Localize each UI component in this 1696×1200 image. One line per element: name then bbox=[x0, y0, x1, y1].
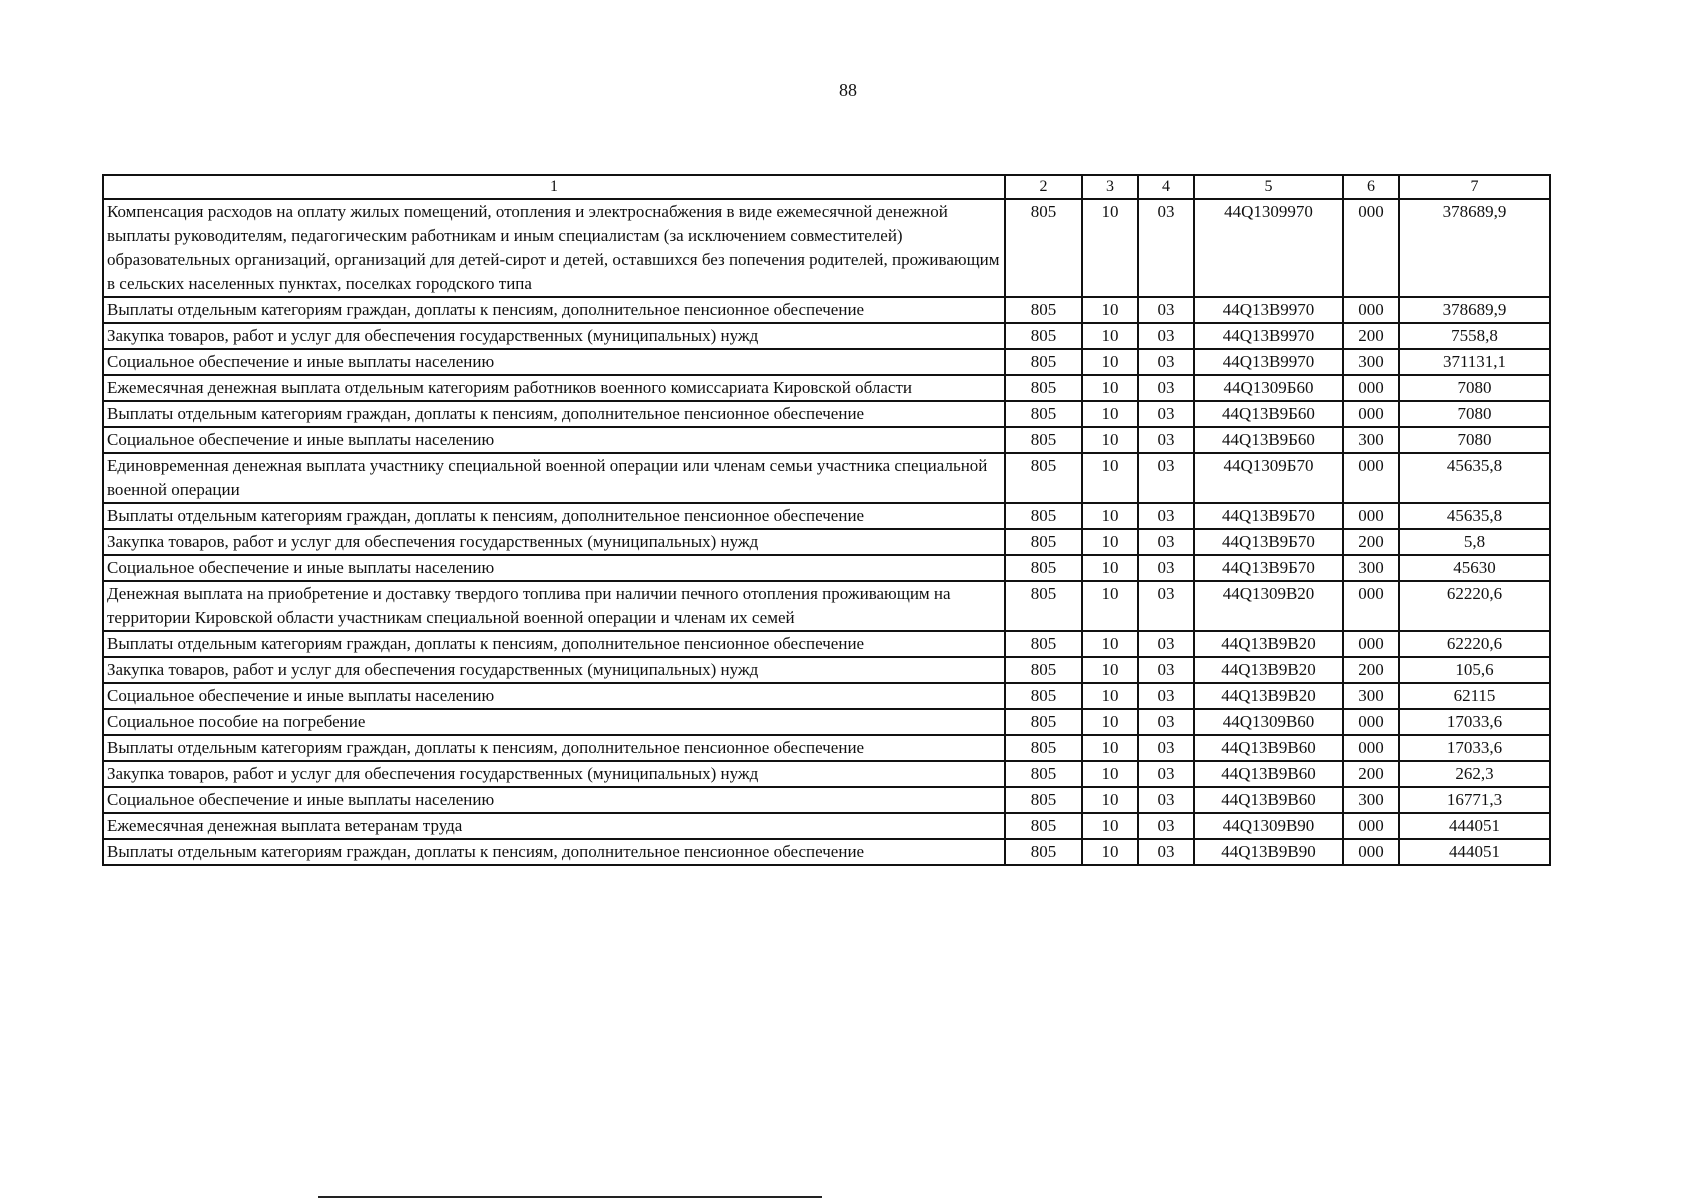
cell-col-7: 62115 bbox=[1399, 683, 1550, 709]
row-name-cell: Социальное обеспечение и иные выплаты населению bbox=[103, 787, 1005, 813]
table-row bbox=[103, 839, 1550, 865]
cell-col-6: 000 bbox=[1343, 709, 1399, 735]
cell-col-2: 805 bbox=[1005, 555, 1082, 581]
cell-col-2: 805 bbox=[1005, 297, 1082, 323]
cell-col-2: 805 bbox=[1005, 709, 1082, 735]
cell-col-7: 7080 bbox=[1399, 427, 1550, 453]
column-header-3: 3 bbox=[1082, 175, 1138, 199]
cell-col-5: 44Q13B9Б60 bbox=[1194, 427, 1343, 453]
cell-col-4: 03 bbox=[1138, 555, 1194, 581]
cell-col-5: 44Q13B9B20 bbox=[1194, 683, 1343, 709]
table-row bbox=[103, 401, 1550, 427]
cell-col-2: 805 bbox=[1005, 657, 1082, 683]
cell-col-4: 03 bbox=[1138, 199, 1194, 297]
cell-col-5: 44Q1309970 bbox=[1194, 199, 1343, 297]
cell-col-3: 10 bbox=[1082, 349, 1138, 375]
cell-col-6: 300 bbox=[1343, 427, 1399, 453]
cell-col-6: 000 bbox=[1343, 581, 1399, 631]
row-name-cell: Социальное обеспечение и иные выплаты населению bbox=[103, 427, 1005, 453]
cell-col-5: 44Q13B9B90 bbox=[1194, 839, 1343, 865]
cell-col-4: 03 bbox=[1138, 813, 1194, 839]
cell-col-3: 10 bbox=[1082, 709, 1138, 735]
cell-col-4: 03 bbox=[1138, 349, 1194, 375]
cell-col-7: 45630 bbox=[1399, 555, 1550, 581]
cell-col-5: 44Q13B9970 bbox=[1194, 323, 1343, 349]
cell-col-6: 000 bbox=[1343, 375, 1399, 401]
cell-col-7: 17033,6 bbox=[1399, 709, 1550, 735]
cell-col-2: 805 bbox=[1005, 581, 1082, 631]
budget-table bbox=[102, 174, 1551, 866]
cell-col-2: 805 bbox=[1005, 401, 1082, 427]
cell-col-5: 44Q13B9B60 bbox=[1194, 761, 1343, 787]
table-body bbox=[103, 199, 1550, 865]
column-header-1: 1 bbox=[103, 175, 1005, 199]
cell-col-7: 45635,8 bbox=[1399, 453, 1550, 503]
row-name-cell: Единовременная денежная выплата участнику специальной военной операции или членам семьи участника специальной военной операции bbox=[103, 453, 1005, 503]
row-name-cell: Закупка товаров, работ и услуг для обеспечения государственных (муниципальных) нужд bbox=[103, 529, 1005, 555]
cell-col-2: 805 bbox=[1005, 349, 1082, 375]
cell-col-2: 805 bbox=[1005, 503, 1082, 529]
cell-col-7: 378689,9 bbox=[1399, 297, 1550, 323]
table-row bbox=[103, 297, 1550, 323]
cell-col-4: 03 bbox=[1138, 375, 1194, 401]
cell-col-2: 805 bbox=[1005, 323, 1082, 349]
table-row bbox=[103, 453, 1550, 503]
cell-col-4: 03 bbox=[1138, 529, 1194, 555]
cell-col-4: 03 bbox=[1138, 683, 1194, 709]
cell-col-7: 444051 bbox=[1399, 839, 1550, 865]
row-name-cell: Ежемесячная денежная выплата ветеранам труда bbox=[103, 813, 1005, 839]
cell-col-4: 03 bbox=[1138, 839, 1194, 865]
cell-col-7: 17033,6 bbox=[1399, 735, 1550, 761]
cell-col-4: 03 bbox=[1138, 787, 1194, 813]
cell-col-3: 10 bbox=[1082, 787, 1138, 813]
cell-col-6: 000 bbox=[1343, 735, 1399, 761]
table-row bbox=[103, 735, 1550, 761]
cell-col-3: 10 bbox=[1082, 529, 1138, 555]
row-name-cell: Выплаты отдельным категориям граждан, доплаты к пенсиям, дополнительное пенсионное обеспечение bbox=[103, 839, 1005, 865]
cell-col-2: 805 bbox=[1005, 735, 1082, 761]
row-name-cell: Выплаты отдельным категориям граждан, доплаты к пенсиям, дополнительное пенсионное обеспечение bbox=[103, 401, 1005, 427]
cell-col-2: 805 bbox=[1005, 683, 1082, 709]
cell-col-5: 44Q13B9Б70 bbox=[1194, 529, 1343, 555]
cell-col-5: 44Q1309B90 bbox=[1194, 813, 1343, 839]
cell-col-2: 805 bbox=[1005, 839, 1082, 865]
row-name-cell: Денежная выплата на приобретение и доставку твердого топлива при наличии печного отопления проживающим на территории Кировской области участникам специальной военной операции и членам их семей bbox=[103, 581, 1005, 631]
cell-col-4: 03 bbox=[1138, 709, 1194, 735]
cell-col-6: 200 bbox=[1343, 657, 1399, 683]
cell-col-4: 03 bbox=[1138, 581, 1194, 631]
cell-col-5: 44Q13B9Б70 bbox=[1194, 503, 1343, 529]
cell-col-6: 000 bbox=[1343, 631, 1399, 657]
row-name-cell: Закупка товаров, работ и услуг для обеспечения государственных (муниципальных) нужд bbox=[103, 323, 1005, 349]
cell-col-6: 200 bbox=[1343, 529, 1399, 555]
cell-col-2: 805 bbox=[1005, 375, 1082, 401]
cell-col-4: 03 bbox=[1138, 735, 1194, 761]
cell-col-6: 200 bbox=[1343, 323, 1399, 349]
cell-col-5: 44Q13B9B60 bbox=[1194, 787, 1343, 813]
cell-col-7: 7080 bbox=[1399, 375, 1550, 401]
table-row bbox=[103, 529, 1550, 555]
bottom-rule bbox=[318, 1196, 822, 1198]
cell-col-6: 300 bbox=[1343, 349, 1399, 375]
table-row bbox=[103, 323, 1550, 349]
cell-col-4: 03 bbox=[1138, 323, 1194, 349]
cell-col-3: 10 bbox=[1082, 813, 1138, 839]
cell-col-3: 10 bbox=[1082, 297, 1138, 323]
cell-col-7: 371131,1 bbox=[1399, 349, 1550, 375]
cell-col-5: 44Q13B9B20 bbox=[1194, 657, 1343, 683]
cell-col-6: 000 bbox=[1343, 453, 1399, 503]
cell-col-7: 7558,8 bbox=[1399, 323, 1550, 349]
cell-col-2: 805 bbox=[1005, 761, 1082, 787]
cell-col-7: 62220,6 bbox=[1399, 581, 1550, 631]
cell-col-3: 10 bbox=[1082, 199, 1138, 297]
cell-col-5: 44Q13B9B60 bbox=[1194, 735, 1343, 761]
cell-col-3: 10 bbox=[1082, 657, 1138, 683]
cell-col-7: 262,3 bbox=[1399, 761, 1550, 787]
table-row bbox=[103, 427, 1550, 453]
cell-col-7: 444051 bbox=[1399, 813, 1550, 839]
cell-col-7: 5,8 bbox=[1399, 529, 1550, 555]
cell-col-3: 10 bbox=[1082, 323, 1138, 349]
cell-col-4: 03 bbox=[1138, 503, 1194, 529]
cell-col-7: 16771,3 bbox=[1399, 787, 1550, 813]
cell-col-7: 62220,6 bbox=[1399, 631, 1550, 657]
table-row bbox=[103, 199, 1550, 297]
cell-col-5: 44Q13B9Б70 bbox=[1194, 555, 1343, 581]
cell-col-7: 7080 bbox=[1399, 401, 1550, 427]
cell-col-5: 44Q13B9Б60 bbox=[1194, 401, 1343, 427]
row-name-cell: Выплаты отдельным категориям граждан, доплаты к пенсиям, дополнительное пенсионное обеспечение bbox=[103, 297, 1005, 323]
page-number: 88 bbox=[839, 80, 857, 100]
cell-col-6: 000 bbox=[1343, 401, 1399, 427]
cell-col-2: 805 bbox=[1005, 199, 1082, 297]
cell-col-2: 805 bbox=[1005, 787, 1082, 813]
cell-col-2: 805 bbox=[1005, 427, 1082, 453]
row-name-cell: Социальное обеспечение и иные выплаты населению bbox=[103, 555, 1005, 581]
row-name-cell: Социальное обеспечение и иные выплаты населению bbox=[103, 683, 1005, 709]
cell-col-4: 03 bbox=[1138, 401, 1194, 427]
cell-col-3: 10 bbox=[1082, 375, 1138, 401]
cell-col-4: 03 bbox=[1138, 427, 1194, 453]
cell-col-4: 03 bbox=[1138, 453, 1194, 503]
cell-col-4: 03 bbox=[1138, 631, 1194, 657]
cell-col-6: 200 bbox=[1343, 761, 1399, 787]
cell-col-3: 10 bbox=[1082, 761, 1138, 787]
row-name-cell: Социальное пособие на погребение bbox=[103, 709, 1005, 735]
row-name-cell: Выплаты отдельным категориям граждан, доплаты к пенсиям, дополнительное пенсионное обеспечение bbox=[103, 503, 1005, 529]
cell-col-3: 10 bbox=[1082, 631, 1138, 657]
cell-col-5: 44Q13B9970 bbox=[1194, 297, 1343, 323]
row-name-cell: Ежемесячная денежная выплата отдельным категориям работников военного комиссариата Кировской области bbox=[103, 375, 1005, 401]
cell-col-3: 10 bbox=[1082, 581, 1138, 631]
cell-col-5: 44Q13B9970 bbox=[1194, 349, 1343, 375]
row-name-cell: Социальное обеспечение и иные выплаты населению bbox=[103, 349, 1005, 375]
cell-col-3: 10 bbox=[1082, 839, 1138, 865]
cell-col-3: 10 bbox=[1082, 453, 1138, 503]
table-row bbox=[103, 683, 1550, 709]
cell-col-3: 10 bbox=[1082, 503, 1138, 529]
cell-col-3: 10 bbox=[1082, 401, 1138, 427]
row-name-cell: Выплаты отдельным категориям граждан, доплаты к пенсиям, дополнительное пенсионное обеспечение bbox=[103, 735, 1005, 761]
cell-col-6: 300 bbox=[1343, 683, 1399, 709]
cell-col-3: 10 bbox=[1082, 683, 1138, 709]
cell-col-2: 805 bbox=[1005, 453, 1082, 503]
cell-col-7: 378689,9 bbox=[1399, 199, 1550, 297]
row-name-cell: Закупка товаров, работ и услуг для обеспечения государственных (муниципальных) нужд bbox=[103, 761, 1005, 787]
column-header-2: 2 bbox=[1005, 175, 1082, 199]
cell-col-3: 10 bbox=[1082, 555, 1138, 581]
cell-col-2: 805 bbox=[1005, 529, 1082, 555]
table-row bbox=[103, 503, 1550, 529]
cell-col-6: 000 bbox=[1343, 297, 1399, 323]
table-row bbox=[103, 709, 1550, 735]
table-row bbox=[103, 581, 1550, 631]
table-header-row bbox=[103, 175, 1550, 199]
cell-col-5: 44Q13B9B20 bbox=[1194, 631, 1343, 657]
cell-col-2: 805 bbox=[1005, 631, 1082, 657]
cell-col-6: 300 bbox=[1343, 555, 1399, 581]
table-row bbox=[103, 761, 1550, 787]
table-row bbox=[103, 349, 1550, 375]
cell-col-6: 000 bbox=[1343, 813, 1399, 839]
cell-col-5: 44Q1309Б70 bbox=[1194, 453, 1343, 503]
column-header-4: 4 bbox=[1138, 175, 1194, 199]
row-name-cell: Закупка товаров, работ и услуг для обеспечения государственных (муниципальных) нужд bbox=[103, 657, 1005, 683]
table-row bbox=[103, 813, 1550, 839]
cell-col-3: 10 bbox=[1082, 735, 1138, 761]
cell-col-2: 805 bbox=[1005, 813, 1082, 839]
column-header-6: 6 bbox=[1343, 175, 1399, 199]
row-name-cell: Выплаты отдельным категориям граждан, доплаты к пенсиям, дополнительное пенсионное обеспечение bbox=[103, 631, 1005, 657]
cell-col-4: 03 bbox=[1138, 657, 1194, 683]
table-row bbox=[103, 787, 1550, 813]
cell-col-3: 10 bbox=[1082, 427, 1138, 453]
table-row bbox=[103, 375, 1550, 401]
cell-col-6: 300 bbox=[1343, 787, 1399, 813]
cell-col-7: 105,6 bbox=[1399, 657, 1550, 683]
cell-col-5: 44Q1309Б60 bbox=[1194, 375, 1343, 401]
column-header-7: 7 bbox=[1399, 175, 1550, 199]
cell-col-4: 03 bbox=[1138, 761, 1194, 787]
cell-col-6: 000 bbox=[1343, 839, 1399, 865]
table-row bbox=[103, 631, 1550, 657]
cell-col-6: 000 bbox=[1343, 199, 1399, 297]
cell-col-4: 03 bbox=[1138, 297, 1194, 323]
cell-col-5: 44Q1309B20 bbox=[1194, 581, 1343, 631]
cell-col-6: 000 bbox=[1343, 503, 1399, 529]
column-header-5: 5 bbox=[1194, 175, 1343, 199]
cell-col-5: 44Q1309B60 bbox=[1194, 709, 1343, 735]
cell-col-7: 45635,8 bbox=[1399, 503, 1550, 529]
table-row bbox=[103, 555, 1550, 581]
row-name-cell: Компенсация расходов на оплату жилых помещений, отопления и электроснабжения в виде ежемесячной денежной выплаты руководителям, педагогическим работникам и иным специалистам (за исключением совместителей) образовательных организаций, организаций для детей-сирот и детей, оставшихся без попечения родителей, проживающим в сельских населенных пунктах, поселках городского типа bbox=[103, 199, 1005, 297]
table-row bbox=[103, 657, 1550, 683]
